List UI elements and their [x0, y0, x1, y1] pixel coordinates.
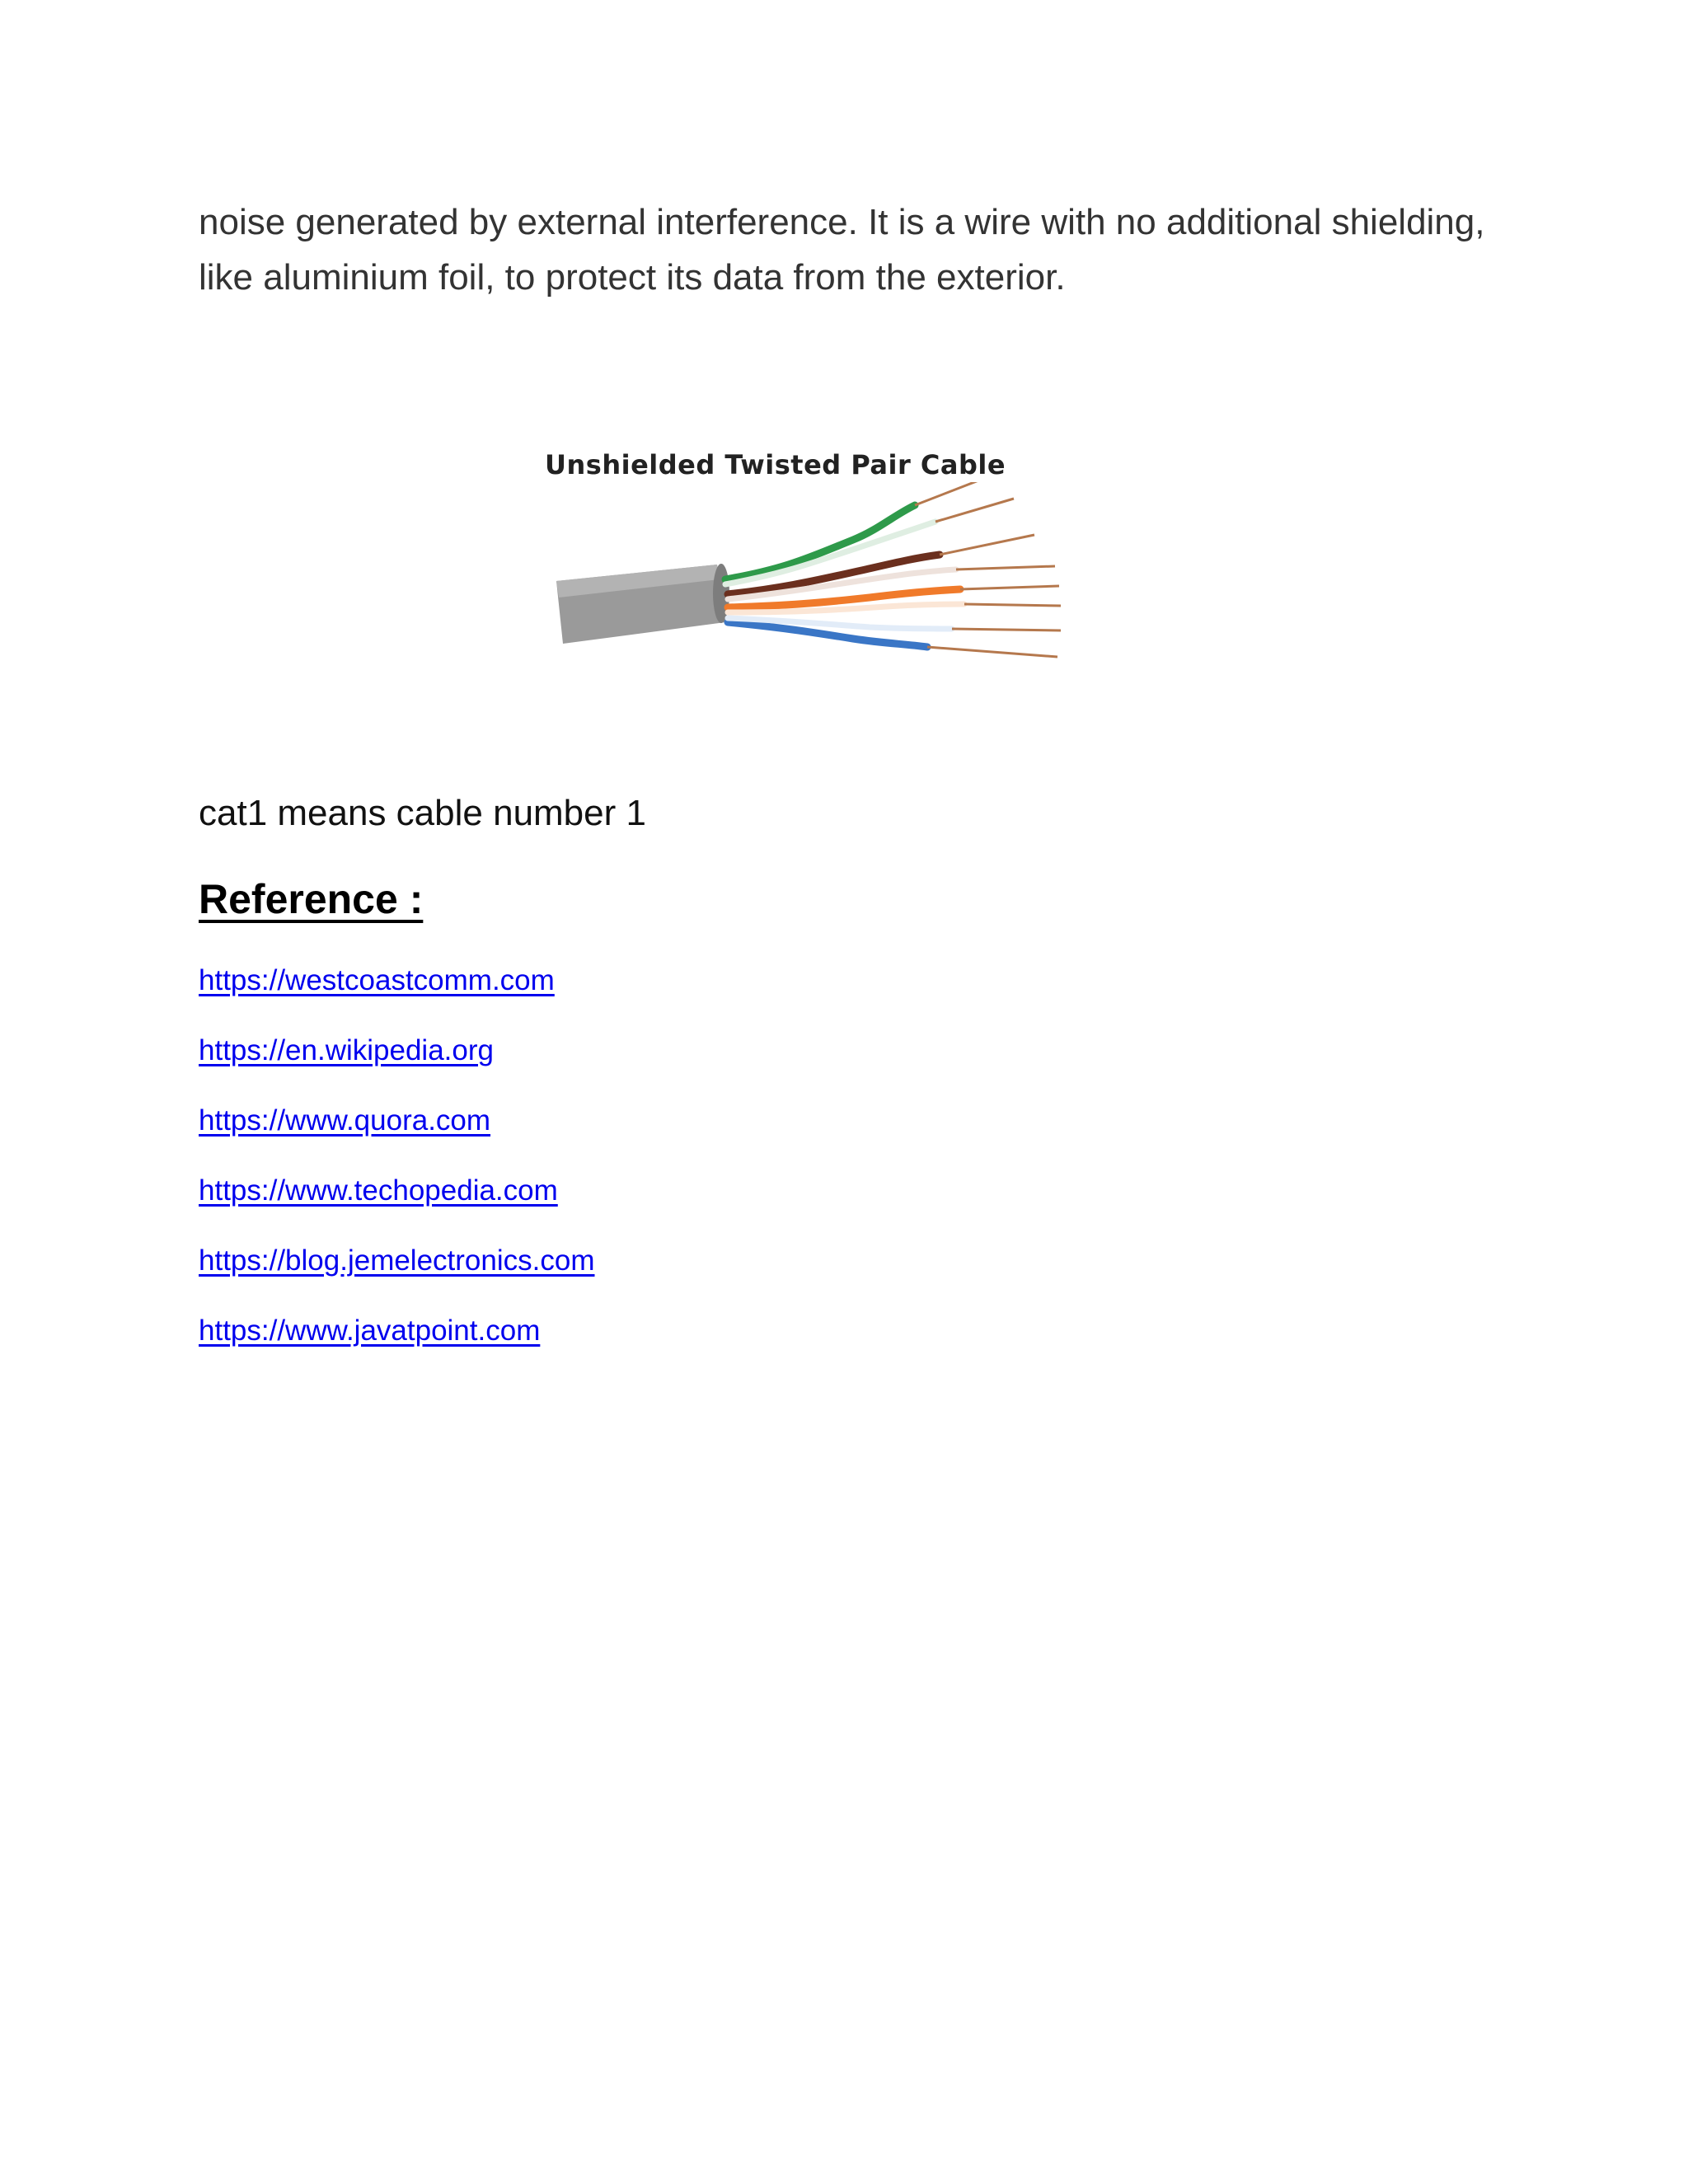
reference-link-jemelectronics[interactable]: https://blog.jemelectronics.com — [199, 1244, 595, 1277]
twisted-pair-cable-icon — [540, 482, 1133, 721]
reference-link-techopedia[interactable]: https://www.techopedia.com — [199, 1174, 558, 1207]
reference-list — [199, 964, 594, 1385]
reference-item — [199, 1244, 594, 1315]
reference-link-quora[interactable]: https://www.quora.com — [199, 1104, 491, 1137]
reference-link-javatpoint[interactable]: https://www.javatpoint.com — [199, 1315, 541, 1347]
figure-caption: cat1 means cable number 1 — [199, 793, 646, 833]
reference-link-westcoastcomm[interactable]: https://westcoastcomm.com — [199, 964, 555, 996]
reference-item — [199, 1034, 594, 1104]
reference-item — [199, 964, 594, 1034]
reference-link-wikipedia[interactable]: https://en.wikipedia.org — [199, 1034, 494, 1066]
figure-title: Unshielded Twisted Pair Cable — [545, 449, 1006, 480]
reference-item — [199, 1174, 594, 1244]
reference-heading: Reference : — [199, 876, 424, 922]
reference-item — [199, 1104, 594, 1174]
reference-item — [199, 1315, 594, 1385]
intro-paragraph: noise generated by external interference. It is a wire with no additional shielding, like aluminium foil, to protect its data from the exterior. — [199, 202, 1485, 298]
cable-figure — [540, 449, 1166, 721]
